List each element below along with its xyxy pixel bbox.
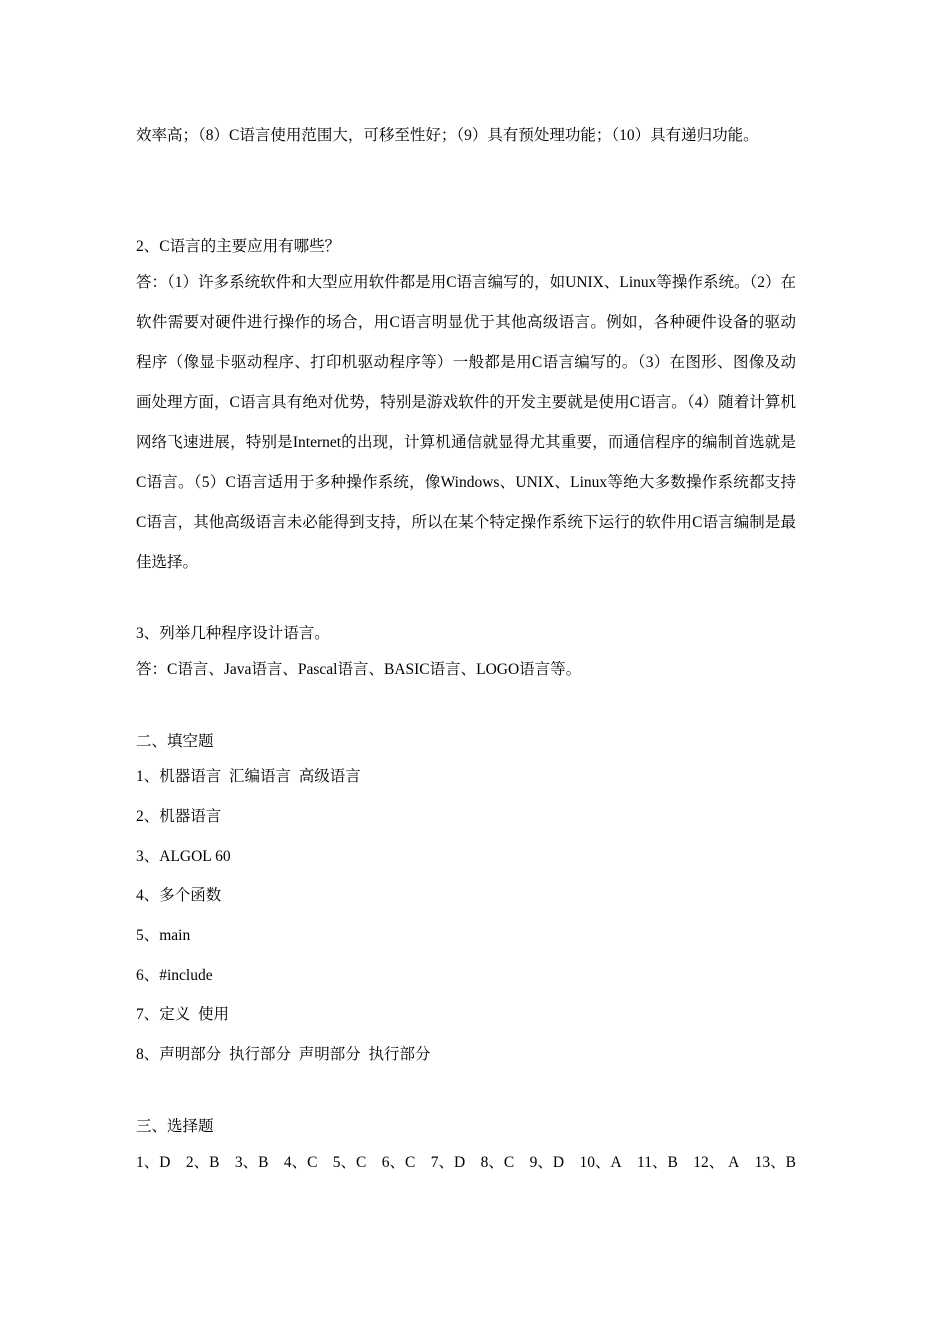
fill-blank-item-7: 7、定义 使用 [136, 1006, 230, 1023]
mc-answer: 9、D [529, 1154, 565, 1171]
fill-blank-item-4: 4、多个函数 [136, 887, 222, 904]
intro-continuation: 效率高；（8）C语言使用范围大，可移至性好；（9）具有预处理功能；（10）具有递归功能。 [136, 127, 759, 144]
q2-question: 2、C语言的主要应用有哪些？ [136, 238, 341, 255]
mc-answer: 1、D [136, 1154, 171, 1171]
mc-answer: 4、C [283, 1154, 318, 1171]
mc-answer: 13、B [754, 1154, 796, 1171]
fill-blank-item-6: 6、#include [136, 967, 213, 984]
mc-answer: 3、B [234, 1154, 269, 1171]
fill-blank-heading: 二、填空题 [136, 733, 214, 750]
mc-answer: 5、C [332, 1154, 367, 1171]
multiple-choice-answers [136, 1153, 796, 1173]
q3-answer: 答：C语言、Java语言、Pascal语言、BASIC语言、LOGO语言等。 [136, 661, 582, 678]
q3-question: 3、列举几种程序设计语言。 [136, 625, 330, 642]
mc-answer: 7、D [430, 1154, 466, 1171]
mc-answer: 2、B [185, 1154, 220, 1171]
multiple-choice-heading: 三、选择题 [136, 1118, 214, 1135]
fill-blank-item-5: 5、main [136, 927, 191, 944]
mc-answer: 11、B [637, 1154, 678, 1171]
fill-blank-item-8: 8、声明部分 执行部分 声明部分 执行部分 [136, 1046, 431, 1063]
fill-blank-item-1: 1、机器语言 汇编语言 高级语言 [136, 768, 361, 785]
mc-answer: 10、A [579, 1154, 622, 1171]
fill-blank-item-2: 2、机器语言 [136, 808, 222, 825]
fill-blank-item-3: 3、ALGOL 60 [136, 848, 231, 865]
mc-answer: 12、 A [693, 1154, 740, 1171]
mc-answer: 6、C [381, 1154, 416, 1171]
mc-answer: 8、C [480, 1154, 515, 1171]
q2-answer: 答：（1）许多系统软件和大型应用软件都是用C语言编写的，如UNIX、Linux等操作系统。（2）在软件需要对硬件进行操作的场合，用C语言明显优于其他高级语言。例如，各种硬件设备的驱动程序（像显卡驱动程序、打印机驱动程序等）一般都是用C语言编写的。（3）在图形、图像及动画处理方面，C语言具有绝对优势，特别是游戏软件的开发主要就是使用C语言。（4）随着计算机网络飞速进展，特别是Internet的出现，计算机通信就显得尤其重要，而通信程序的编制首选就是C语言。（5）C语言适用于多种操作系统，像Windows、UNIX、Linux等绝大多数操作系统都支持C语言，其他高级语言未必能得到支持，所以在某个特定操作系统下运行的软件用C语言编制是最佳选择。 [136, 274, 796, 571]
